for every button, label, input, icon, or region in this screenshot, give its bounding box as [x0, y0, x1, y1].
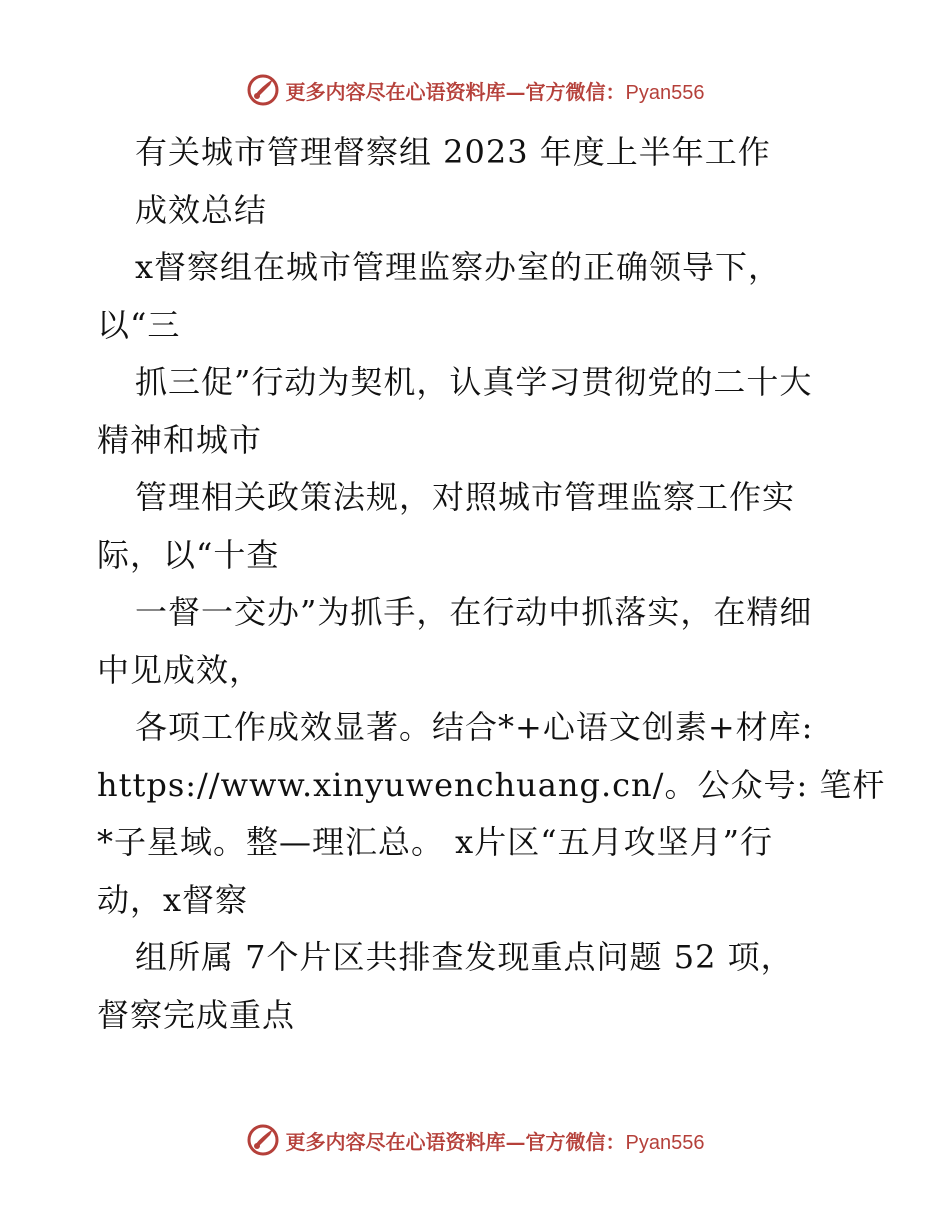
title-line: 成效总结	[135, 190, 268, 229]
banner-wechat-id: Pyan556	[625, 81, 705, 104]
paragraph-line: 动，x督察	[97, 880, 249, 919]
banner-wechat-label: 官方微信：	[525, 1129, 626, 1154]
paragraph-line: https://www.xinyuwenchuang.cn/。公众号: 笔杆	[97, 765, 886, 804]
paragraph-line: 中见成效，	[97, 650, 263, 689]
banner-wechat-label: 官方微信：	[525, 79, 626, 104]
banner-text	[286, 76, 705, 105]
paragraph-line: 抓三促”行动为契机，认真学习贯彻党的二十大	[135, 363, 813, 401]
paragraph-line: 各项工作成效显著。结合*+心语文创素+材库:	[135, 708, 814, 746]
paragraph-line: 际，以“十查	[97, 535, 280, 574]
document-body	[97, 124, 886, 1044]
title-line: 有关城市管理督察组 2023 年度上半年工作	[135, 133, 771, 171]
header-banner	[0, 72, 950, 108]
paragraph-line: 组所属 7个片区共排查发现重点问题 52 项，	[135, 938, 794, 976]
brush-logo-icon	[246, 1123, 280, 1157]
footer-banner	[0, 1122, 950, 1158]
banner-text	[286, 1126, 705, 1155]
banner-separator: —	[505, 1129, 526, 1154]
brush-logo-icon	[246, 73, 280, 107]
paragraph-line: 精神和城市	[97, 420, 263, 459]
banner-site-name: 更多内容尽在心语资料库	[285, 79, 506, 104]
paragraph-line: 管理相关政策法规，对照城市管理监察工作实	[135, 478, 796, 516]
paragraph-line: x督察组在城市管理监察办室的正确领导下，	[135, 248, 782, 286]
banner-site-name: 更多内容尽在心语资料库	[285, 1129, 506, 1154]
banner-wechat-id: Pyan556	[625, 1131, 705, 1154]
paragraph-line: 督察完成重点	[97, 995, 296, 1034]
paragraph-line: 以“三	[97, 305, 181, 344]
paragraph-line: *子星域。整—理汇总。 x片区“五月攻坚月”行	[97, 823, 773, 861]
paragraph-line: 一督一交办”为抓手，在行动中抓落实，在精细	[135, 593, 813, 631]
banner-separator: —	[505, 79, 526, 104]
